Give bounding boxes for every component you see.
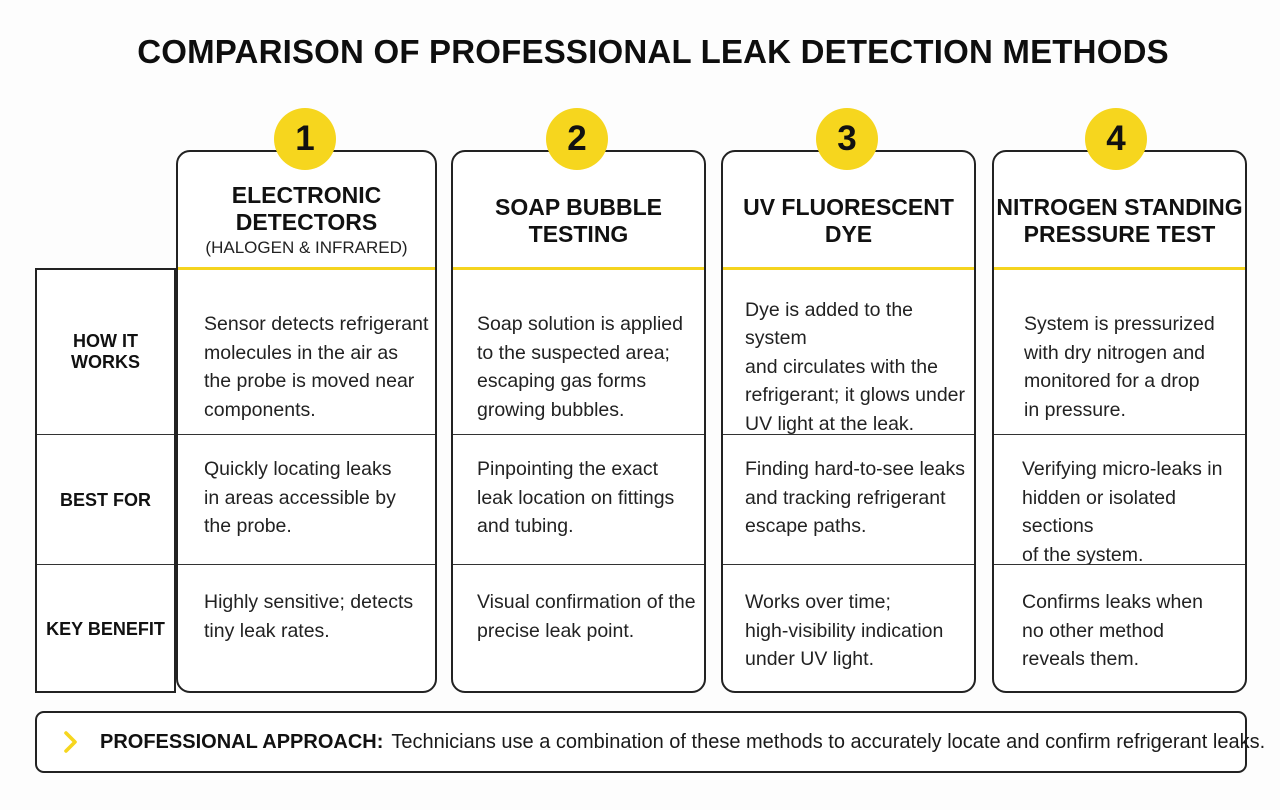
method-subtitle: (HALOGEN & INFRARED): [205, 238, 408, 257]
step-badge-3: 3: [816, 108, 878, 170]
how-it-works-text: Sensor detects refrigerant molecules in the air as the probe is moved near components.: [204, 313, 429, 421]
best-for-cell: [723, 434, 974, 564]
method-column-soap-bubble: [451, 150, 706, 693]
key-benefit-cell: [453, 564, 704, 693]
chevron-right-icon: [64, 731, 78, 753]
how-it-works-cell: [453, 297, 704, 437]
best-for-text: Quickly locating leaks in areas accessible by the probe.: [204, 458, 396, 537]
row-label-key-benefit: KEY BENEFIT: [37, 564, 174, 694]
method-name: UV FLUORESCENT DYE: [743, 193, 954, 247]
step-badge-4: 4: [1085, 108, 1147, 170]
page-title: COMPARISON OF PROFESSIONAL LEAK DETECTION METHODS: [137, 33, 1169, 70]
step-badge-1: 1: [274, 108, 336, 170]
method-name: ELECTRONIC DETECTORS: [231, 182, 382, 235]
method-name: SOAP BUBBLE TESTING: [495, 193, 662, 247]
best-for-text: Pinpointing the exact leak location on fittings and tubing.: [477, 458, 675, 537]
best-for-text: Verifying micro-leaks in hidden or isolated sections of the system.: [1022, 458, 1223, 566]
method-column-nitrogen-test: [992, 150, 1247, 693]
key-benefit-text: Highly sensitive; detects tiny leak rates.: [204, 591, 414, 642]
how-it-works-cell: [723, 297, 974, 437]
professional-approach-banner: [35, 711, 1266, 773]
banner-label: PROFESSIONAL APPROACH:: [100, 730, 384, 753]
how-it-works-cell: [994, 297, 1245, 437]
best-for-cell: [178, 434, 435, 564]
key-benefit-cell: [723, 564, 974, 693]
method-name: NITROGEN STANDING PRESSURE TEST: [996, 193, 1243, 247]
how-it-works-text: Dye is added to the system and circulates with the refrigerant; it glows under UV light at the leak.: [745, 298, 966, 435]
method-column-electronic-detectors: [176, 150, 437, 693]
banner-text: Technicians use a combination of these methods to accurately locate and confirm refrigerant leaks.: [391, 730, 1266, 753]
step-badge-2: 2: [546, 108, 608, 170]
key-benefit-text: Visual confirmation of the precise leak point.: [477, 591, 696, 642]
best-for-cell: [453, 434, 704, 564]
row-label-best-for: BEST FOR: [37, 434, 174, 565]
row-labels: [35, 268, 176, 693]
key-benefit-cell: [178, 564, 435, 693]
key-benefit-text: Works over time; high-visibility indication under UV light.: [745, 591, 944, 670]
row-label-how-it-works: HOW IT WORKS: [71, 331, 140, 372]
how-it-works-cell: [178, 297, 435, 437]
key-benefit-cell: [994, 564, 1245, 693]
how-it-works-text: System is pressurized with dry nitrogen and monitored for a drop in pressure.: [1024, 313, 1215, 421]
best-for-cell: [994, 434, 1245, 564]
how-it-works-text: Soap solution is applied to the suspected area; escaping gas forms growing bubbles.: [477, 313, 683, 421]
best-for-text: Finding hard-to-see leaks and tracking refrigerant escape paths.: [745, 458, 966, 537]
method-column-uv-dye: [721, 150, 976, 693]
key-benefit-text: Confirms leaks when no other method reveals them.: [1022, 591, 1203, 670]
